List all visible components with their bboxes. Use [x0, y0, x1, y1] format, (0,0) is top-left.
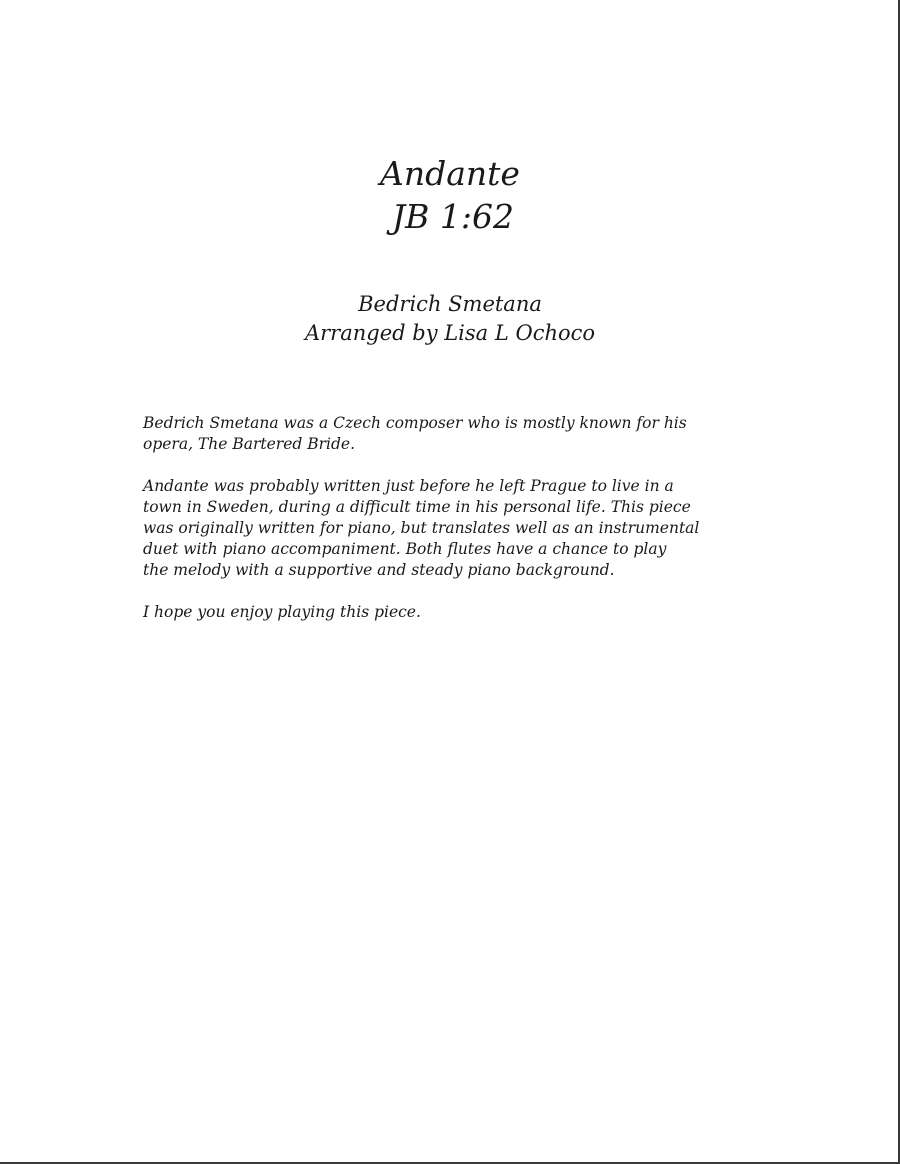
- paragraph-closing: [143, 602, 783, 623]
- paragraph-line: the melody with a supportive and steady piano background.: [143, 561, 615, 579]
- paragraph-line: Andante was probably written just before he left Prague to live in a: [143, 477, 674, 495]
- credits-block: [0, 290, 900, 348]
- paragraph-line: duet with piano accompaniment. Both flutes have a chance to play: [143, 540, 667, 558]
- paragraph-intro: [143, 413, 783, 455]
- paragraph-line: town in Sweden, during a difficult time in his personal life. This piece: [143, 498, 691, 516]
- paragraph-history: [143, 476, 783, 581]
- paragraph-line: opera, The Bartered Bride.: [143, 435, 356, 453]
- piece-title: Andante: [380, 154, 520, 193]
- catalog-number: JB 1:62: [391, 197, 515, 236]
- composer-name: Bedrich Smetana: [358, 292, 542, 316]
- title-block: [0, 152, 900, 238]
- program-notes: [143, 413, 783, 644]
- paragraph-line: I hope you enjoy playing this piece.: [143, 603, 421, 621]
- arranger-credit: Arranged by Lisa L Ochoco: [304, 321, 596, 345]
- paragraph-line: Bedrich Smetana was a Czech composer who is mostly known for his: [143, 414, 687, 432]
- paragraph-line: was originally written for piano, but translates well as an instrumental: [143, 519, 700, 537]
